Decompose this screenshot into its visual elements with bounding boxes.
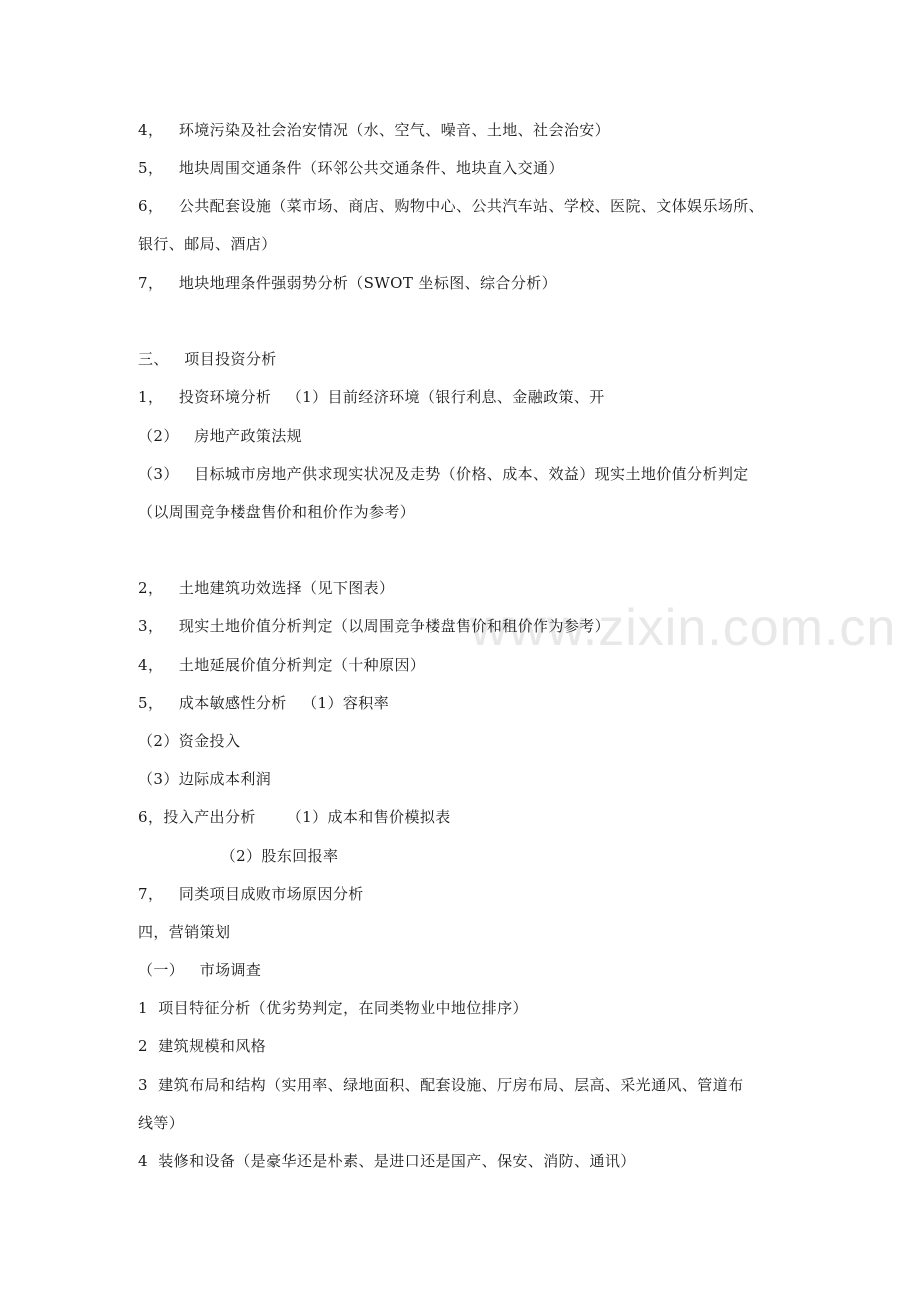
text-line: 7， 同类项目成败市场原因分析 [138, 885, 364, 903]
section-heading: 三、 项目投资分析 [138, 350, 277, 368]
text-line: 5， 成本敏感性分析 （1）容积率 [138, 694, 390, 712]
text-line: 线等） [138, 1114, 185, 1132]
text-line: （2）资金投入 [138, 732, 241, 750]
text-line: 4， 环境污染及社会治安情况（水、空气、噪音、土地、社会治安） [138, 121, 611, 139]
text-line: 4 装修和设备（是豪华还是朴素、是进口还是国产、保安、消防、通讯） [138, 1152, 636, 1170]
text-line: 3， 现实土地价值分析判定（以周围竞争楼盘售价和租价作为参考） [138, 617, 611, 635]
watermark: www.zixin.com.cn [470, 599, 897, 657]
text-line: （2） 房地产政策法规 [138, 427, 303, 445]
section-heading: 四，营销策划 [138, 923, 231, 941]
text-line: 2， 土地建筑功效选择（见下图表） [138, 579, 395, 597]
text-line: 1 项目特征分析（优劣势判定，在同类物业中地位排序） [138, 999, 528, 1017]
text-line: 2 建筑规模和风格 [138, 1037, 267, 1055]
text-line: 4， 土地延展价值分析判定（十种原因） [138, 656, 426, 674]
text-line: （2）股东回报率 [138, 847, 339, 865]
text-line: 1， 投资环境分析 （1）目前经济环境（银行利息、金融政策、开 [138, 388, 605, 406]
text-line: 3 建筑布局和结构（实用率、绿地面积、配套设施、厅房布局、层高、采光通风、管道布 [138, 1076, 744, 1094]
subsection-heading: （一） 市场调查 [138, 961, 262, 979]
text-line: 5， 地块周围交通条件（环邻公共交通条件、地块直入交通） [138, 159, 564, 177]
text-line: 7， 地块地理条件强弱势分析（SWOT 坐标图、综合分析） [138, 274, 558, 292]
text-line: （3） 目标城市房地产供求现实状况及走势（价格、成本、效益）现实土地价值分析判定 [138, 465, 749, 483]
text-line: 6，投入产出分析 （1）成本和售价模拟表 [138, 808, 451, 826]
text-line: 银行、邮局、酒店） [138, 235, 277, 253]
text-line: 6， 公共配套设施（菜市场、商店、购物中心、公共汽车站、学校、医院、文体娱乐场所、 [138, 197, 765, 215]
text-line: （以周围竞争楼盘售价和租价作为参考） [138, 503, 416, 521]
text-line: （3）边际成本利润 [138, 770, 272, 788]
